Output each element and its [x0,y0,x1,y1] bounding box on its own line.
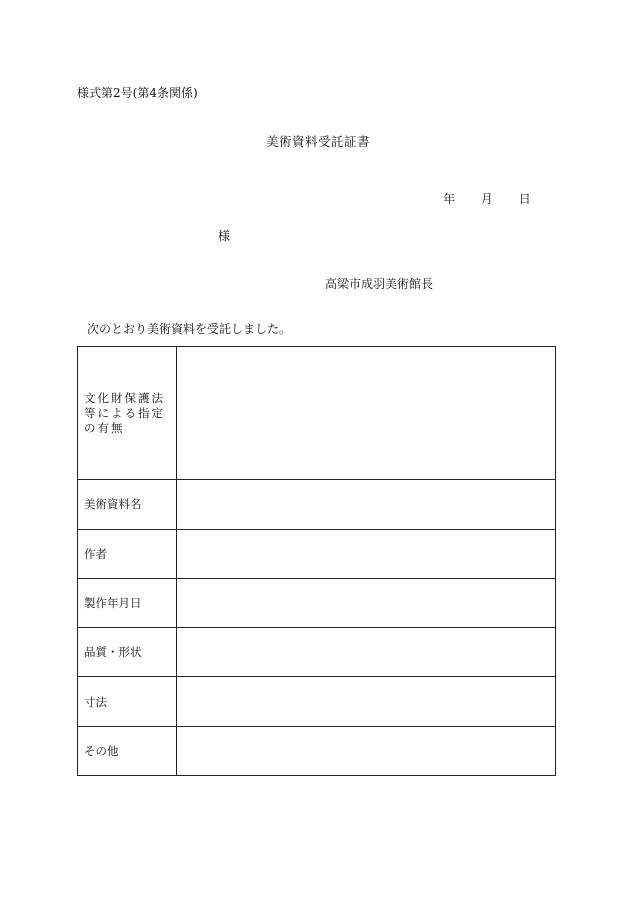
row-value-field [177,677,556,726]
row-label: その他 [78,726,177,775]
row-value-field [177,578,556,627]
row-label: 製作年月日 [78,578,177,627]
form-number-label: 様式第2号(第4条関係) [77,86,198,100]
date-line [443,190,531,207]
table-row [78,628,556,677]
row-value-field [177,529,556,578]
row-value-field [177,628,556,677]
table-row [78,677,556,726]
row-value-field [177,347,556,480]
issuer-name: 高梁市成羽美術館長 [325,277,434,291]
table-row [78,529,556,578]
intro-text: 次のとおり美術資料を受託しました。 [87,322,292,336]
table-row [78,578,556,627]
row-value-field [177,480,556,529]
row-label: 美術資料名 [78,480,177,529]
date-month: 月 [480,192,493,206]
recipient-honorific: 様 [218,229,231,243]
date-year: 年 [443,192,456,206]
row-value-field [177,726,556,775]
row-label: 作者 [78,529,177,578]
item-details-table [77,346,556,776]
row-label: 寸法 [78,677,177,726]
row-label: 品質・形状 [78,628,177,677]
table-row [78,726,556,775]
date-day: 日 [518,192,531,206]
document-title: 美術資料受託証書 [266,134,371,149]
table-row [78,480,556,529]
table-row [78,347,556,480]
row-label: 文化財保護法等による指定の有無 [78,347,177,480]
